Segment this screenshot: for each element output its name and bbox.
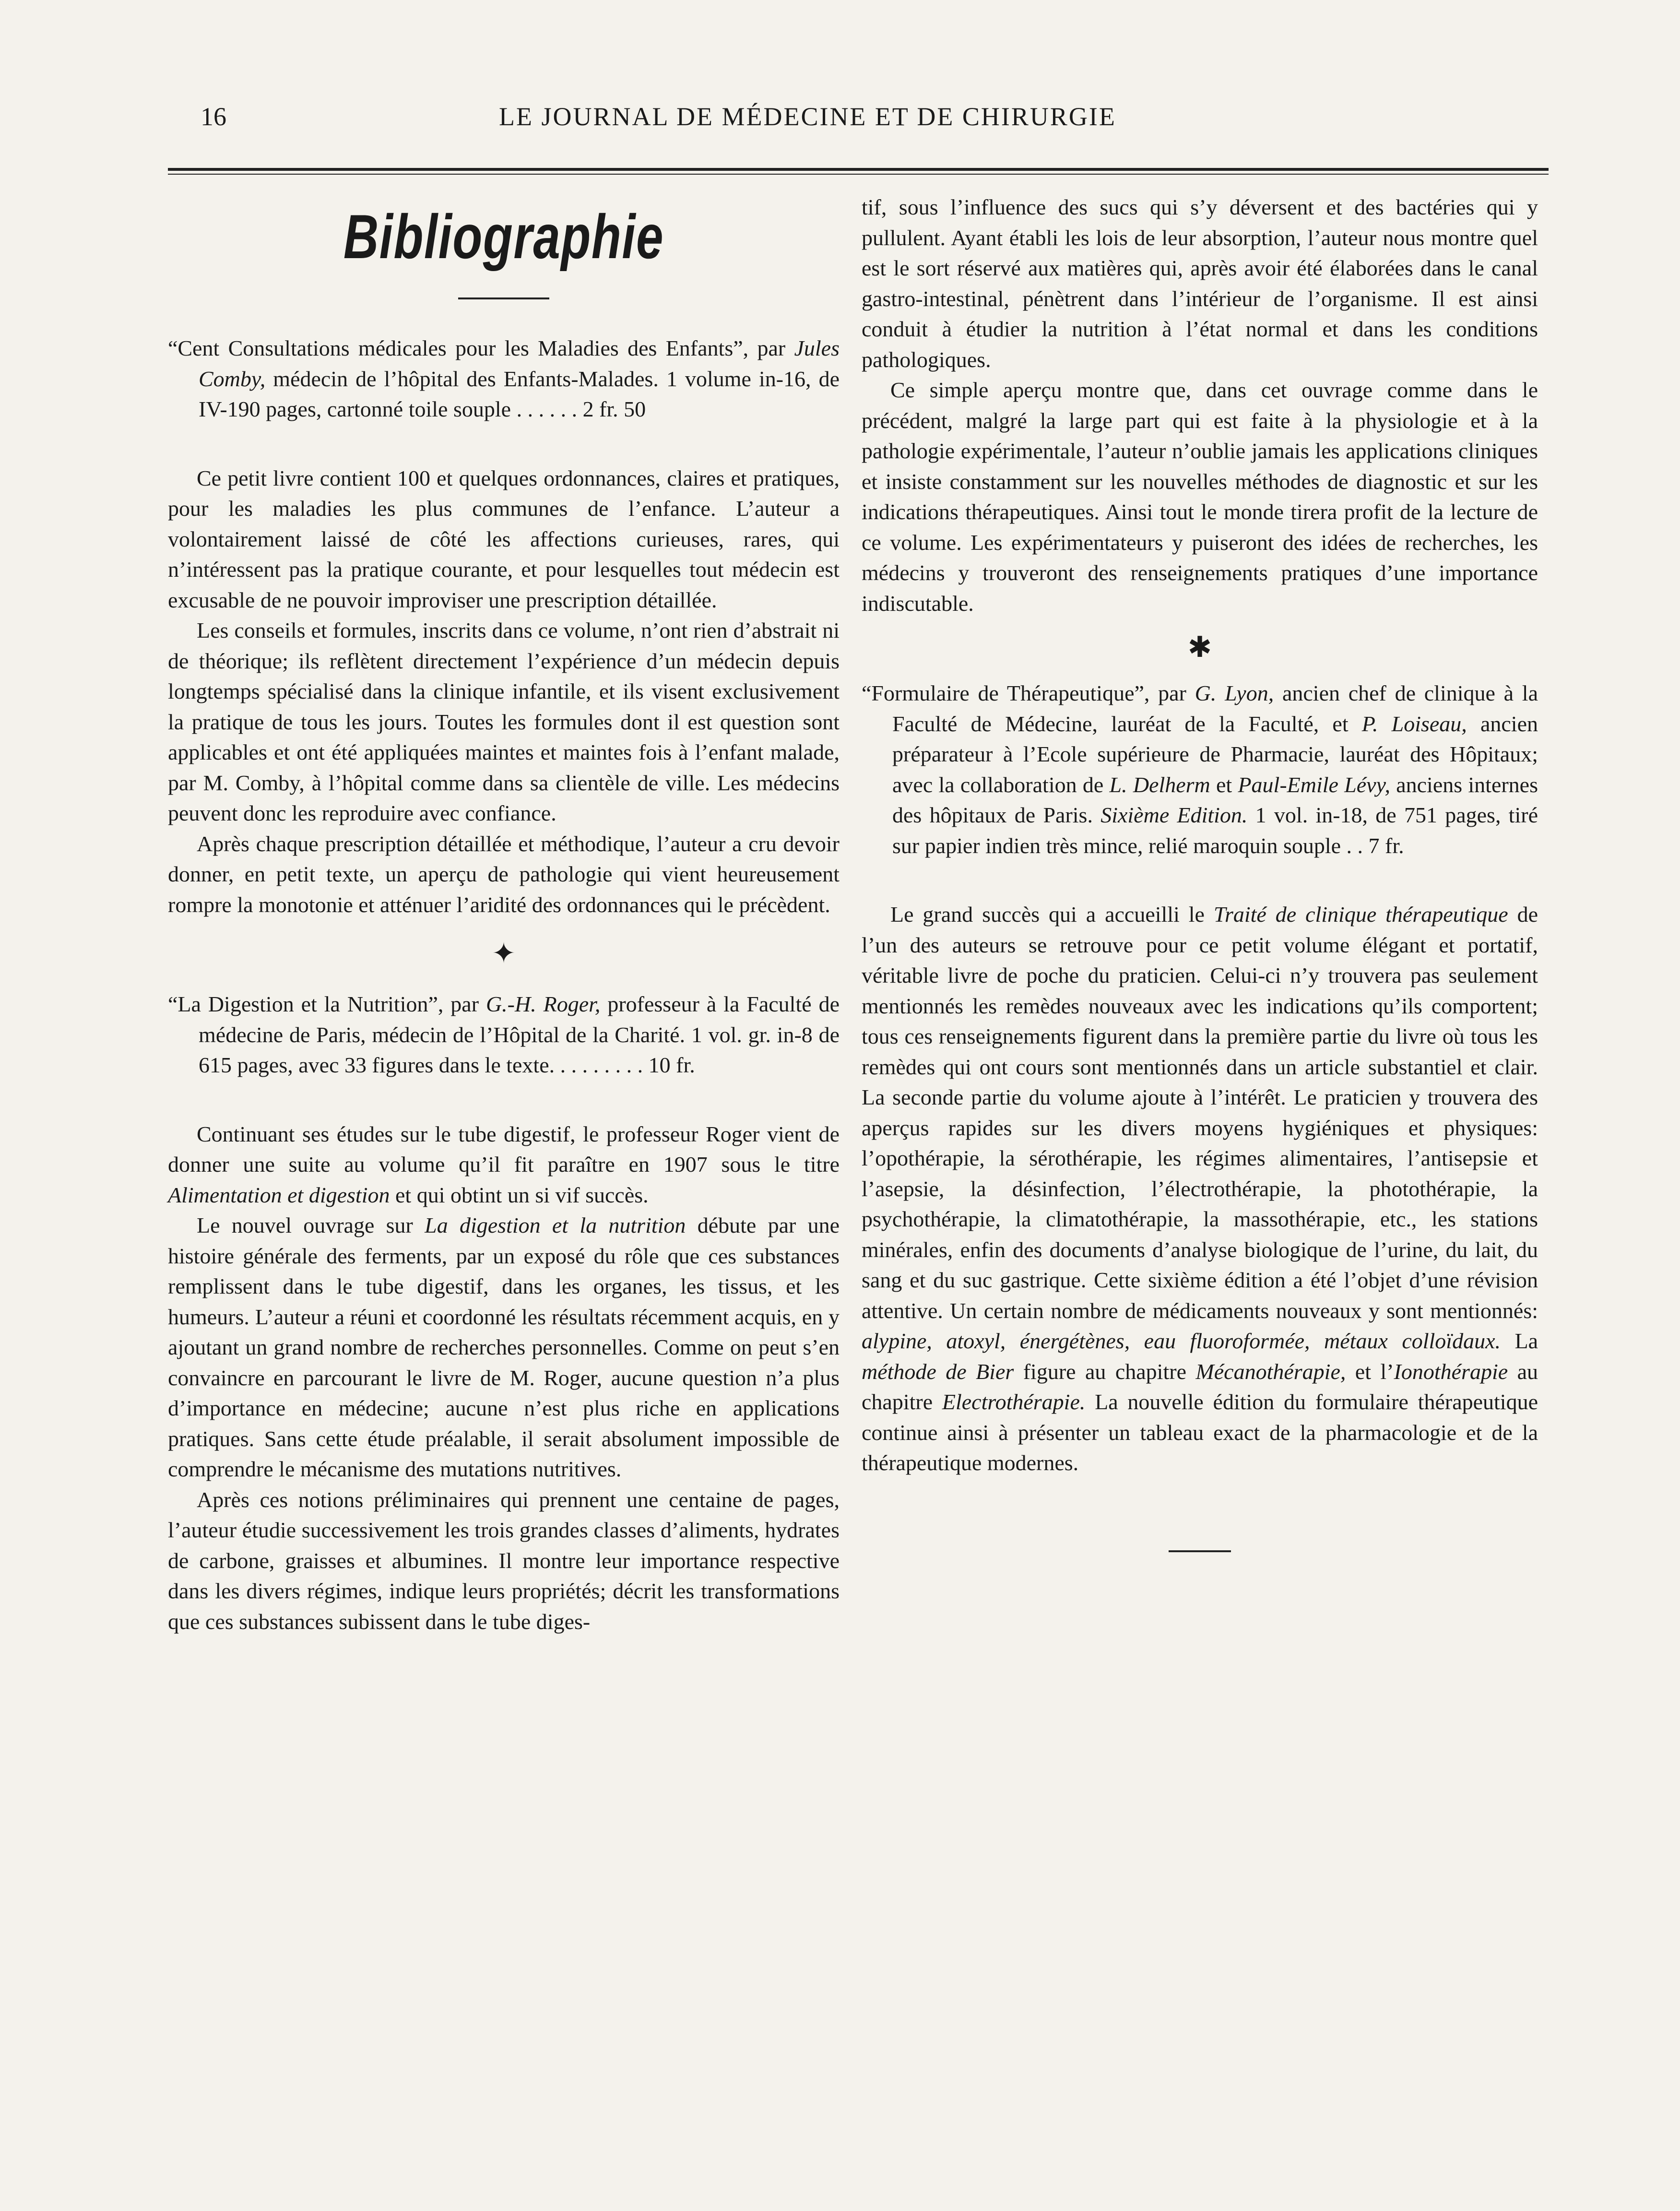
- text-run: Continuant ses études sur le tube digestif, le professeur Roger vient de donner une suite au volume qu’il fit paraître en 1907 sous le titre: [168, 1121, 840, 1177]
- review-paragraph: tif, sous l’influence des sucs qui s’y déversent et des bactéries qui y pullulent. Ayant établi les lois de leur absorption, l’auteur nous montre quel est le sort réservé aux matières qui, après avoir été élaborées dans le canal gastro-intestinal, pénètrent dans l’intérieur de l’organisme. Il est ainsi conduit à étudier la nutrition à l’état normal et dans les conditions pathologiques.: [862, 195, 1538, 372]
- method-italic: méthode de Bier: [862, 1359, 1014, 1384]
- book-title-italic: Traité de clinique thérapeutique: [1213, 902, 1508, 927]
- review-paragraph: Après chaque prescription détaillée et méthodique, l’auteur a cru devoir donner, en petit texte, un aperçu de pathologie qui vient heureusement rompre la monotonie et atténuer l’aridité des ordonnances qui le précèdent.: [168, 831, 840, 917]
- text-run: Le grand succès qui a accueilli le: [890, 902, 1214, 927]
- entry-author: Paul-Emile Lévy,: [1238, 772, 1390, 797]
- text-run: de l’un des auteurs se retrouve pour ce petit volume élégant et portatif, véritable livre de poche du praticien. Celui-ci n’y trouvera pas seulement mentionnés les remèdes nouveaux avec les indications qu’ils comportent; tous ces renseignements figurent dans la première partie du livre où tous les remèdes qui ont cours sont mentionnés dans un article substantiel et clair. La seconde partie du volume ajoute à l’intérêt. Le praticien y trouvera des aperçus rapides sur les divers moyens hygiéniques et physiques: l’opothérapie, la sérothérapie, les régimes alimentaires, l’antisepsie et l’asepsie, la désinfection, l’électrothérapie, la photothérapie, la psychothérapie, la climatothérapie, la massothérapie, etc., les stations minérales, enfin des documents d’analyse biologique de l’urine, du lait, du sang et du suc gastrique. Cette sixième édition a été l’objet d’une révision attentive. Un certain nombre de médicaments nouveaux y sont mentionnés:: [862, 902, 1538, 1323]
- left-column: [168, 192, 840, 1637]
- entry-author: P. Loiseau,: [1361, 711, 1467, 736]
- entry-author: Jules Comby,: [199, 336, 840, 391]
- entry-author: L. Delherm: [1109, 772, 1210, 797]
- review-paragraph: [168, 1210, 840, 1485]
- entry-text: “Cent Consultations médicales pour les Maladies des Enfants”, par: [168, 336, 794, 360]
- page-number: 16: [201, 102, 226, 131]
- section-title: Bibliographie: [343, 202, 664, 272]
- text-run: débute par une histoire générale des ferments, par un exposé du rôle que ces substances remplissent dans le tube digestif, dans les organes, les tissus, et les humeurs. L’auteur a réuni et coordonné les résultats récemment acquis, en y ajoutant un grand nombre de recherches personnelles. Comme on peut s’en convaincre en parcourant le livre de M. Roger, aucune question n’a plus d’importance en médecine; aucune n’est plus riche en applications pratiques. Sans cette étude préalable, il serait absolument impossible de comprendre le mécanisme des mutations nutritives.: [168, 1213, 840, 1481]
- review-paragraph: Les conseils et formules, inscrits dans ce volume, n’ont rien d’abstrait ni de théorique; ils reflètent directement l’expérience d’un médecin depuis longtemps spécialisé dans la clinique infantile, et ils visent exclusivement la pratique de tous les jours. Toutes les formules dont il est question sont applicables et ont été appliquées maintes et maintes fois à l’enfant malade, par M. Comby, à l’hôpital comme dans sa clientèle de ville. Les médecins peuvent donc les reproduire avec confiance.: [168, 618, 840, 825]
- text-run: et l’: [1346, 1359, 1394, 1384]
- book-entry-lyon: [862, 678, 1538, 861]
- method-italic: Ionothérapie: [1394, 1359, 1508, 1384]
- entry-text: “La Digestion et la Nutrition”, par: [168, 992, 486, 1016]
- review-paragraph: [168, 1119, 840, 1211]
- running-head: LE JOURNAL DE MÉDECINE ET DE CHIRURGIE: [499, 102, 1116, 131]
- entry-text: anciens internes des hôpitaux de Paris.: [892, 772, 1538, 827]
- entry-text: ancien chef de clinique à la Faculté de Médecine, lauréat de la Faculté, et: [892, 681, 1538, 736]
- cross-ornament: ✦: [491, 938, 516, 969]
- review-paragraph: Ce simple aperçu montre que, dans cet ouvrage comme dans le précédent, malgré la large part qui est faite à la physiologie et à la pathologie expérimentale, l’auteur n’oublie jamais les applications cliniques et insiste constamment sur les nouvelles méthodes de diagnostic et sur les indications thérapeutiques. Ainsi tout le monde tirera profit de la lecture de ce volume. Les expérimentateurs y puiseront des idées de recherches, les médecins y trouveront des renseignements pratiques d’une importance indiscutable.: [862, 378, 1538, 616]
- entry-text: 1 vol. in-18, de 751 pages, tiré sur papier indien très mince, relié maroquin souple . . 7 fr.: [892, 803, 1538, 858]
- header-rule: [168, 168, 1549, 171]
- chapter-italic: Mécanothérapie,: [1195, 1359, 1346, 1384]
- end-rule: [1169, 1550, 1231, 1552]
- book-title-italic: Alimentation et digestion: [168, 1182, 390, 1207]
- text-run: au chapitre: [862, 1359, 1538, 1414]
- book-entry-roger: [168, 989, 840, 1081]
- asterism-ornament: ✱: [1187, 631, 1212, 663]
- text-run: et qui obtint un si vif succès.: [390, 1182, 649, 1207]
- review-paragraph: Après ces notions préliminaires qui prennent une centaine de pages, l’auteur étudie successivement les trois grandes classes d’aliments, hydrates de carbone, graisses et albumines. Il montre leur importance respective dans les divers régimes, indique leurs propriétés; décrit les transformations que ces substances subissent dans le tube diges-: [168, 1487, 840, 1634]
- header-rule-thin: [168, 174, 1549, 175]
- text-run: La nouvelle édition du formulaire thérapeutique continue ainsi à présenter un tableau exact de la pharmacologie et de la thérapeutique modernes.: [862, 1390, 1538, 1475]
- entry-text: professeur à la Faculté de médecine de Paris, médecin de l’Hôpital de la Charité. 1 vol. gr. in-8 de 615 pages, avec 33 figures dans le texte. . . . . . . . . 10 fr.: [199, 992, 840, 1077]
- entry-author: G. Lyon,: [1195, 681, 1274, 705]
- entry-text: ancien préparateur à l’Ecole supérieure de Pharmacie, lauréat des Hôpitaux; avec la collaboration de: [892, 711, 1538, 797]
- right-column: [862, 192, 1538, 1552]
- edition-italic: Sixième Edition.: [1100, 803, 1248, 827]
- entry-text: médecin de l’hôpital des Enfants-Malades. 1 volume in-16, de IV-190 pages, cartonné toile souple . . . . . . 2 fr. 50: [199, 366, 840, 421]
- chapter-italic: Electrothérapie.: [942, 1390, 1086, 1414]
- book-entry-comby: [168, 333, 840, 425]
- entry-author: G.-H. Roger,: [485, 992, 601, 1016]
- text-run: Le nouvel ouvrage sur: [197, 1213, 425, 1237]
- title-rule: [458, 297, 549, 299]
- book-title-italic: La digestion et la nutrition: [425, 1213, 686, 1237]
- entry-text: “Formulaire de Thérapeutique”, par: [862, 681, 1195, 705]
- entry-text: et: [1210, 772, 1238, 797]
- text-run: figure au chapitre: [1014, 1359, 1196, 1384]
- review-paragraph: [862, 899, 1538, 1478]
- review-paragraph: Ce petit livre contient 100 et quelques ordonnances, claires et pratiques, pour les maladies les plus communes de l’enfance. L’auteur a volontairement laissé de côté les affections curieuses, rares, qui n’intéressent pas la pratique courante, et pour lesquelles tout médecin est excusable de ne pouvoir improviser une prescription détaillée.: [168, 465, 840, 612]
- text-run: La: [1501, 1329, 1538, 1353]
- drug-list-italic: alypine, atoxyl, énergétènes, eau fluoroformée, métaux colloïdaux.: [862, 1329, 1501, 1353]
